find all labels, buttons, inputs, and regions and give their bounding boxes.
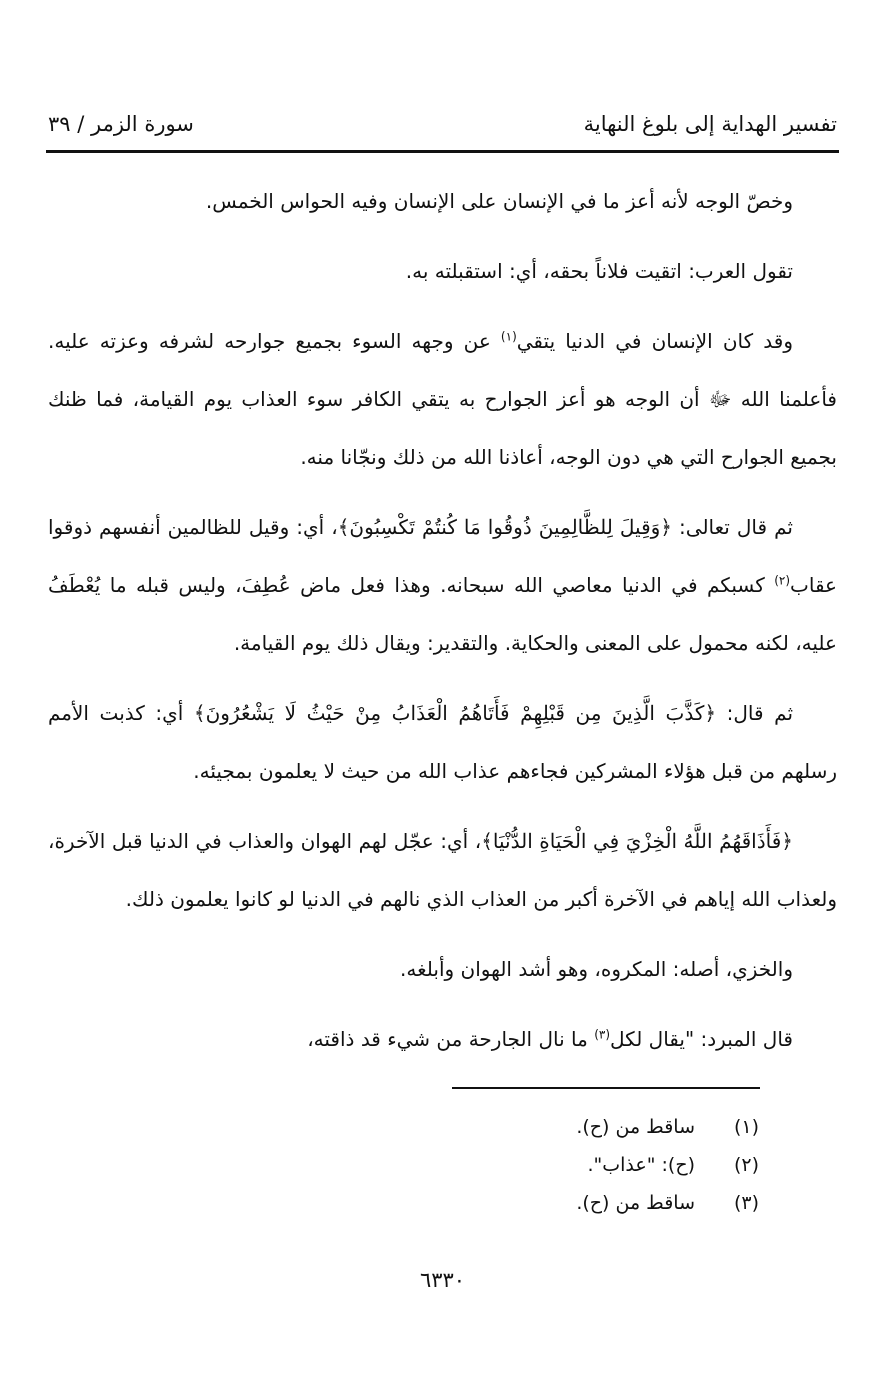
footnote-text: (ح): "عذاب".	[587, 1154, 695, 1176]
paragraph	[48, 812, 837, 928]
text-run: وخصّ الوجه لأنه أعز ما في الإنسان على الإنسان وفيه الحواس الخمس.	[205, 189, 793, 213]
paragraph	[48, 172, 837, 230]
text-run: وقد كان الإنسان في الدنيا يتقي	[516, 329, 794, 353]
text-run: ثم قال تعالى:	[672, 515, 793, 539]
footnote-text: ساقط من (ح).	[576, 1116, 695, 1138]
footnote-number: (١)	[733, 1116, 759, 1138]
text-run: ثم قال:	[716, 701, 794, 725]
header-rule	[46, 150, 839, 153]
paragraph	[48, 242, 837, 300]
footnote-marker: (٣)	[594, 1027, 611, 1042]
surah-label: سورة الزمر / ٣٩	[48, 112, 194, 136]
text-run: ، أي: عجّل لهم الهوان والعذاب في الدنيا قبل الآخرة، ولعذاب الله إياهم في الآخرة أكبر من العذاب الذي نالهم في الدنيا لو كانوا يعلمون ذلك.	[48, 829, 837, 911]
text-run: كسبكم في الدنيا معاصي الله سبحانه. وهذا فعل ماض عُطِفَ، وليس قبله ما يُعْطَفُ عليه، لكنه محمول على المعنى والحكاية. والتقدير: ويقال ذلك يوم القيامة.	[48, 573, 837, 655]
quran-verse: ﴿فَأَذَاقَهُمُ اللَّهُ الْخِزْيَ فِي الْحَيَاةِ الدُّنْيَا﴾	[481, 829, 793, 853]
text-run: تقول العرب: اتقيت فلاناً بحقه، أي: استقبلته به.	[405, 259, 793, 283]
main-text	[48, 172, 837, 1068]
paragraph	[48, 940, 837, 998]
page-number: ٦٣٣٠	[419, 1268, 466, 1292]
running-header	[48, 108, 837, 148]
paragraph	[48, 1010, 837, 1068]
text-run: والخزي، أصله: المكروه، وهو أشد الهوان وأبلغه.	[400, 957, 793, 981]
text-run: ، أي: وقيل للظالمين أنفسهم ذوقوا عقاب	[48, 515, 837, 597]
paragraph	[48, 684, 837, 800]
footnotes	[339, 1108, 759, 1222]
footnote-number: (٢)	[733, 1154, 759, 1176]
footnote	[339, 1146, 759, 1184]
text-run: أي: كذبت الأمم رسلهم من قبل هؤلاء المشركين فجاءهم عذاب الله من حيث لا يعلمون بمجيئه.	[48, 701, 837, 783]
text-run: ما نال الجارحة من شيء قد ذاقته،	[307, 1027, 595, 1051]
footnote	[339, 1108, 759, 1146]
text-run: قال المبرد: "يقال لكل	[610, 1027, 793, 1051]
footnote-marker: (٢)	[774, 573, 791, 588]
footnote-separator	[452, 1087, 760, 1089]
quran-verse: ﴿وَقِيلَ لِلظَّالِمِينَ ذُوقُوا مَا كُنتُمْ تَكْسِبُونَ﴾	[337, 515, 673, 539]
text-run: عن وجهه السوء بجميع جوارحه لشرفه وعزته عليه. فأعلمنا الله ﷻ أن الوجه هو أعز الجوارح به يتقي الكافر سوء العذاب يوم القيامة، فما ظنك بجميع الجوارح التي هي دون الوجه، أعاذنا الله من ذلك ونجّانا منه.	[48, 329, 837, 469]
footnote-marker: (١)	[500, 329, 517, 344]
book-title: تفسير الهداية إلى بلوغ النهاية	[583, 112, 837, 136]
paragraph	[48, 312, 837, 486]
footnote-text: ساقط من (ح).	[576, 1192, 695, 1214]
paragraph	[48, 498, 837, 672]
quran-verse: ﴿كَذَّبَ الَّذِينَ مِن قَبْلِهِمْ فَأَتَاهُمُ الْعَذَابُ مِنْ حَيْثُ لَا يَشْعُرُونَ﴾	[193, 701, 717, 725]
footnote-number: (٣)	[733, 1192, 759, 1214]
footnote	[339, 1184, 759, 1222]
